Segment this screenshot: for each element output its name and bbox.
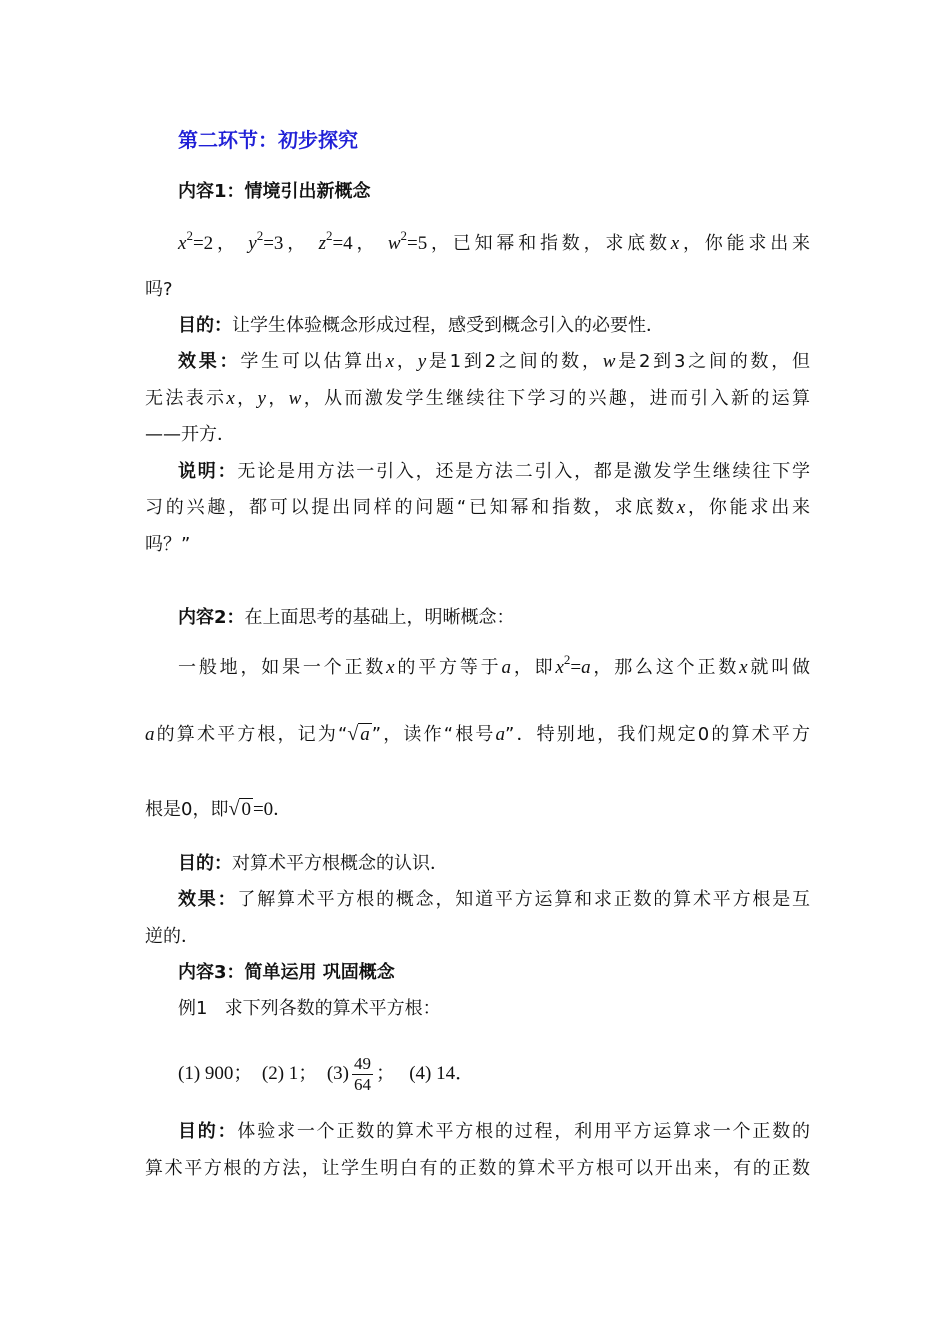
c2-l3-radical: √: [228, 798, 240, 820]
content3-heading: 内容3：简单运用 巩固概念: [178, 962, 395, 983]
effect1-l2-t2: ，从而激发学生继续往下学习的兴趣，进而引入新的运算: [301, 388, 811, 409]
c2-l2-a2: a: [495, 724, 505, 745]
eq-x-val: =2: [192, 233, 214, 254]
eq-z: z: [318, 233, 326, 254]
item-2: (2) 1；: [261, 1063, 318, 1084]
c2-l2-t3: ”．特别地，我们规定0的算术平方: [505, 724, 811, 745]
c2-l2-t2: ”，读作“根号: [371, 724, 496, 745]
c2-l1-eq-exp: 2: [563, 652, 571, 667]
c2-l1-eq-sign: =: [570, 657, 582, 678]
eq-w-val: =5: [407, 233, 428, 254]
note1-l1-text: 无论是用方法一引入，还是方法二引入，都是激发学生继续往下学: [237, 461, 810, 482]
question-text: ，已知幂和指数，求底数: [427, 233, 671, 254]
c2-l1-x2: x: [739, 657, 748, 678]
eq-comma-3: ，: [352, 233, 379, 254]
eq-z-exp: 2: [325, 228, 333, 243]
eq-y-val: =3: [263, 233, 284, 254]
eq-comma-2: ，: [283, 233, 310, 254]
c2-l2-t1: 的算术平方根，记为“: [154, 724, 348, 745]
c2-l2-a: a: [145, 724, 155, 745]
question-tail: 吗?: [145, 279, 173, 300]
effect1-var-w: w: [602, 351, 616, 372]
effect1-l2-t1: 无法表示: [145, 388, 227, 409]
example1-label: 例1: [178, 998, 208, 1019]
c2-l3-radicand: 0: [241, 799, 251, 820]
effect1-t3: 是1到2之间的数，: [426, 351, 603, 372]
eq-x-exp: 2: [186, 228, 193, 243]
eq-w: w: [387, 233, 401, 254]
effect1-t4: 是2到3之间的数，但: [615, 351, 811, 372]
purpose2-paragraph: [178, 852, 810, 876]
eq-y: y: [248, 233, 257, 254]
note1-l2-text: 习的兴趣，都可以提出同样的问题“已知幂和指数，求底数: [145, 497, 677, 518]
eq-y-exp: 2: [256, 228, 264, 243]
example1-items: [178, 1052, 810, 1096]
item-3-denominator: 64: [353, 1075, 371, 1095]
item-3-numerator: 49: [353, 1054, 371, 1074]
eq-w-exp: 2: [400, 228, 407, 243]
note1-l2-end: ，你能求出来: [685, 497, 810, 518]
c2-l2-radicand: a: [360, 724, 370, 745]
c2-l2-radical: √: [347, 723, 359, 745]
effect1-l2-c1: ，: [234, 388, 258, 409]
purpose3-line2: 算术平方根的方法，让学生明白有的正数的算术平方根可以开出来，有的正数: [145, 1158, 810, 1179]
effect1-var-x: x: [385, 351, 395, 372]
content2-line1: [178, 648, 810, 680]
c2-l1-x: x: [386, 657, 395, 678]
item-3-label: (3): [326, 1063, 349, 1084]
c2-l1-t3: ，即: [511, 657, 556, 678]
purpose1-paragraph: [178, 314, 810, 338]
effect1-line1: [178, 350, 810, 374]
effect1-l2-c2: ，: [265, 388, 289, 409]
eq-x: x: [178, 233, 187, 254]
content2-line3: [145, 797, 810, 822]
c2-l1-t5: 就叫做: [747, 657, 811, 678]
purpose3-label: 目的：: [178, 1121, 238, 1142]
effect2-label: 效果：: [178, 889, 238, 910]
note1-line2: [145, 496, 810, 520]
note1-line1: [178, 460, 810, 484]
c2-l1-t4: ，那么这个正数: [590, 657, 740, 678]
effect1-l2-y: y: [257, 388, 266, 409]
c2-l1-eq-a: a: [581, 657, 591, 678]
c2-l3-end: ．: [273, 799, 292, 820]
item-1: (1) 900；: [178, 1063, 253, 1084]
example1-text: 求下列各数的算术平方根：: [224, 998, 441, 1019]
question-end: ，你能求出来: [679, 233, 810, 254]
purpose2-text: 对算术平方根概念的认识．: [232, 853, 448, 874]
c2-l3-t1: 根是0，即: [145, 799, 229, 820]
content2-heading: 内容2：: [178, 607, 245, 628]
purpose1-label: 目的：: [178, 315, 232, 336]
c2-l1-eq-x: x: [555, 657, 564, 678]
effect1-var-y: y: [417, 351, 427, 372]
note1-label: 说明：: [178, 461, 238, 482]
effect1-line3: ——开方．: [145, 424, 235, 445]
content1-heading: 内容1：情境引出新概念: [178, 181, 371, 202]
effect2-l1: 了解算术平方根的概念，知道平方运算和求正数的算术平方根是互: [237, 889, 810, 910]
item-3-end: ；: [375, 1063, 395, 1084]
content2-heading-text: 在上面思考的基础上，明晰概念：: [244, 607, 515, 628]
effect1-t1: 学生可以估算出: [240, 351, 386, 372]
section-title: 第二环节：初步探究: [178, 128, 358, 152]
effect2-line1: [178, 888, 810, 912]
c2-l1-t2: 的平方等于: [394, 657, 502, 678]
effect1-line2: [145, 387, 810, 411]
eq-z-val: =4: [332, 233, 353, 254]
purpose3-l1: 体验求一个正数的算术平方根的过程，利用平方运算求一个正数的: [237, 1121, 810, 1142]
effect1-label: 效果：: [178, 351, 241, 372]
eq-comma-1: ，: [213, 233, 239, 254]
note1-l2-var: x: [676, 497, 686, 518]
example1-line: [178, 997, 810, 1021]
purpose3-line1: [178, 1120, 810, 1144]
note1-line3: 吗？”: [145, 534, 191, 555]
effect1-l2-x: x: [226, 388, 235, 409]
effect2-line2: 逆的．: [145, 926, 199, 947]
effect1-l2-w: w: [288, 388, 302, 409]
effect1-t2: ，: [394, 351, 418, 372]
item-4: (4) 14．: [409, 1063, 475, 1084]
question-var: x: [670, 233, 680, 254]
content2-line2: [145, 722, 810, 747]
content2-heading-line: [178, 606, 810, 630]
c2-l1-t1: 一般地，如果一个正数: [178, 657, 387, 678]
purpose1-text: 让学生体验概念形成过程，感受到概念引入的必要性．: [232, 315, 664, 336]
c2-l3-eq: =0: [252, 799, 274, 820]
content1-equations: [178, 224, 810, 256]
c2-l1-a: a: [501, 657, 511, 678]
item-3-fraction: [352, 1054, 373, 1095]
purpose2-label: 目的：: [178, 853, 232, 874]
